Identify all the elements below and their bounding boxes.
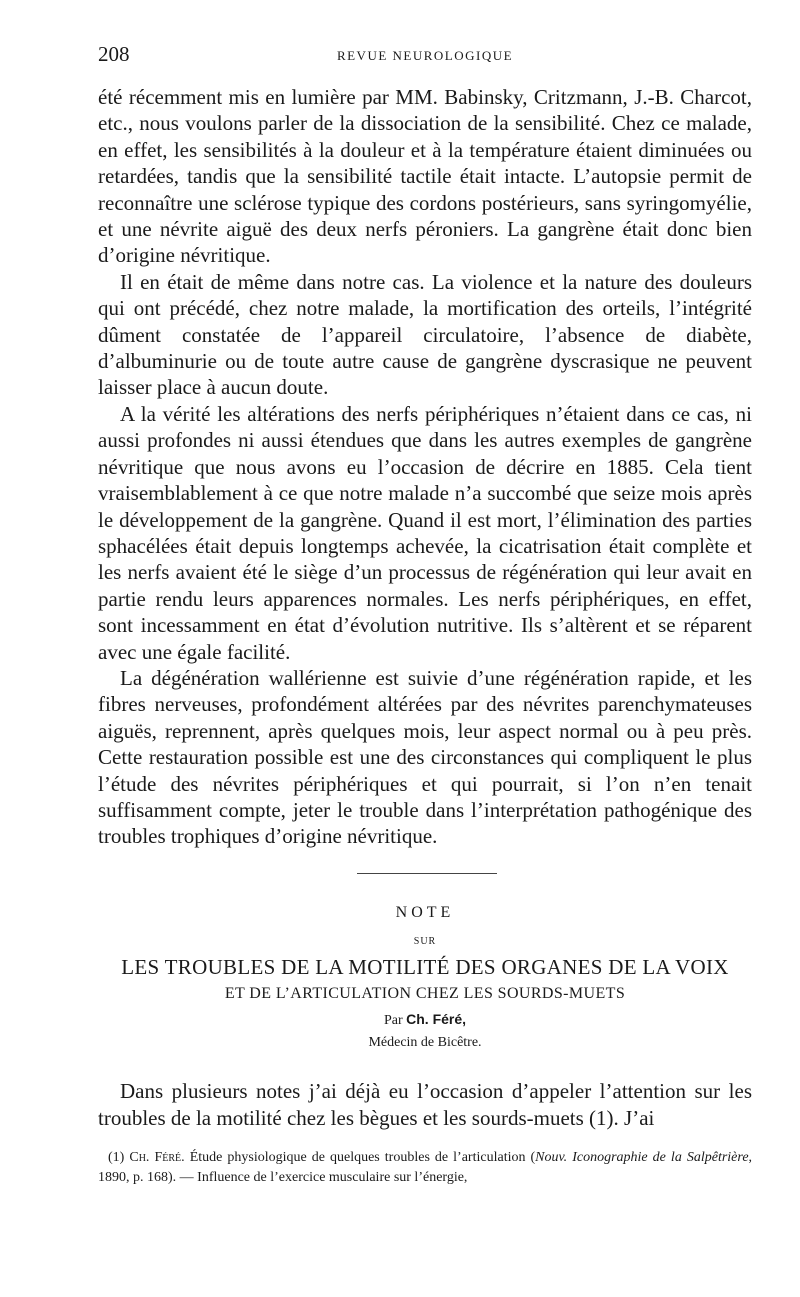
footnote-author: Ch. Féré.: [129, 1150, 185, 1165]
article-title: LES TROUBLES DE LA MOTILITÉ DES ORGANES DE LA VOIX: [121, 955, 729, 979]
footnote-marker: (1): [108, 1150, 125, 1165]
byline: [98, 1011, 752, 1029]
paragraph: Il en était de même dans notre cas. La violence et la nature des douleurs qui ont précédé, chez notre malade, la mortification des orteils, l’intégrité dûment constatée de l’appareil circulatoire, l’absence de diabète, d’albuminurie ou de toute autre cause de gangrène dyscrasique ne peuvent laisser place à aucun doute.: [98, 269, 752, 400]
page-number: 208: [98, 42, 130, 66]
section-divider: [357, 873, 497, 874]
author-affiliation: Médecin de Bicêtre.: [368, 1035, 482, 1050]
footnote-text: , 1890, p. 168). — Influence de l’exercice musculaire sur l’énergie,: [98, 1150, 753, 1185]
body-text: [98, 84, 752, 850]
note-label: NOTE: [395, 904, 455, 921]
article-heading: [98, 904, 752, 1051]
page-header: [98, 42, 752, 70]
article-intro: Dans plusieurs notes j’ai déjà eu l’occasion d’appeler l’attention sur les troubles de la motilité chez les bègues et les sourds-muets (1). J’ai: [98, 1079, 752, 1130]
paragraph: La dégénération wallérienne est suivie d’une régénération rapide, et les fibres nerveuses, profondément altérées par des névrites parenchymateuses aiguës, reprennent, après quelques mois, leur aspect normal ou à peu près. Cette restauration possible est une des circonstances qui compliquent le plus l’étude des névrites périphériques et qui pourrait, si l’on n’en tenait suffisamment compte, jeter le trouble dans l’interprétation pathogénique des troubles trophiques d’origine névritique.: [98, 665, 752, 849]
footnote-source: Nouv. Iconographie de la Salpêtrière: [535, 1150, 749, 1165]
footnote: [98, 1148, 752, 1188]
footnote-text: Étude physiologique de quelques troubles de l’articulation (: [189, 1150, 536, 1165]
running-title: REVUE NEUROLOGIQUE: [336, 48, 514, 63]
paragraph: A la vérité les altérations des nerfs périphériques n’étaient dans ce cas, ni aussi profondes ni aussi étendues que dans les autres exemples de gangrène névritique que nous avons eu l’occasion de décrire en 1885. Cela tient vraisemblablement à ce que notre malade n’a succombé que seize mois après le développement de la gangrène. Quand il est mort, l’élimination des parties sphacélées était depuis longtemps achevée, la cicatrisation était complète et les nerfs avaient été le siège d’un processus de régénération qui leur avait en partie rendu leurs apparences normales. Les nerfs périphériques, en effet, sont incessamment en état d’évolution nutritive. Ils s’altèrent et se réparent avec une égale facilité.: [98, 401, 752, 664]
byline-prefix: Par: [383, 1013, 403, 1028]
paragraph: été récemment mis en lumière par MM. Babinsky, Critzmann, J.-B. Charcot, etc., nous voulons parler de la dissociation de la sensibilité. Chez ce malade, en effet, les sensibilités à la douleur et à la température étaient diminuées ou retardées, tandis que la sensibilité tactile était intacte. L’autopsie permit de reconnaître une sclérose typique des cordons postérieurs, sans syringomyélie, et une névrite aiguë des deux nerfs péroniers. La gangrène était donc bien d’origine névritique.: [98, 85, 752, 268]
article-subtitle: ET DE L’ARTICULATION CHEZ LES SOURDS-MUETS: [224, 985, 626, 1002]
sur-label: SUR: [413, 936, 437, 947]
author-name: Ch. Féré,: [406, 1011, 467, 1027]
